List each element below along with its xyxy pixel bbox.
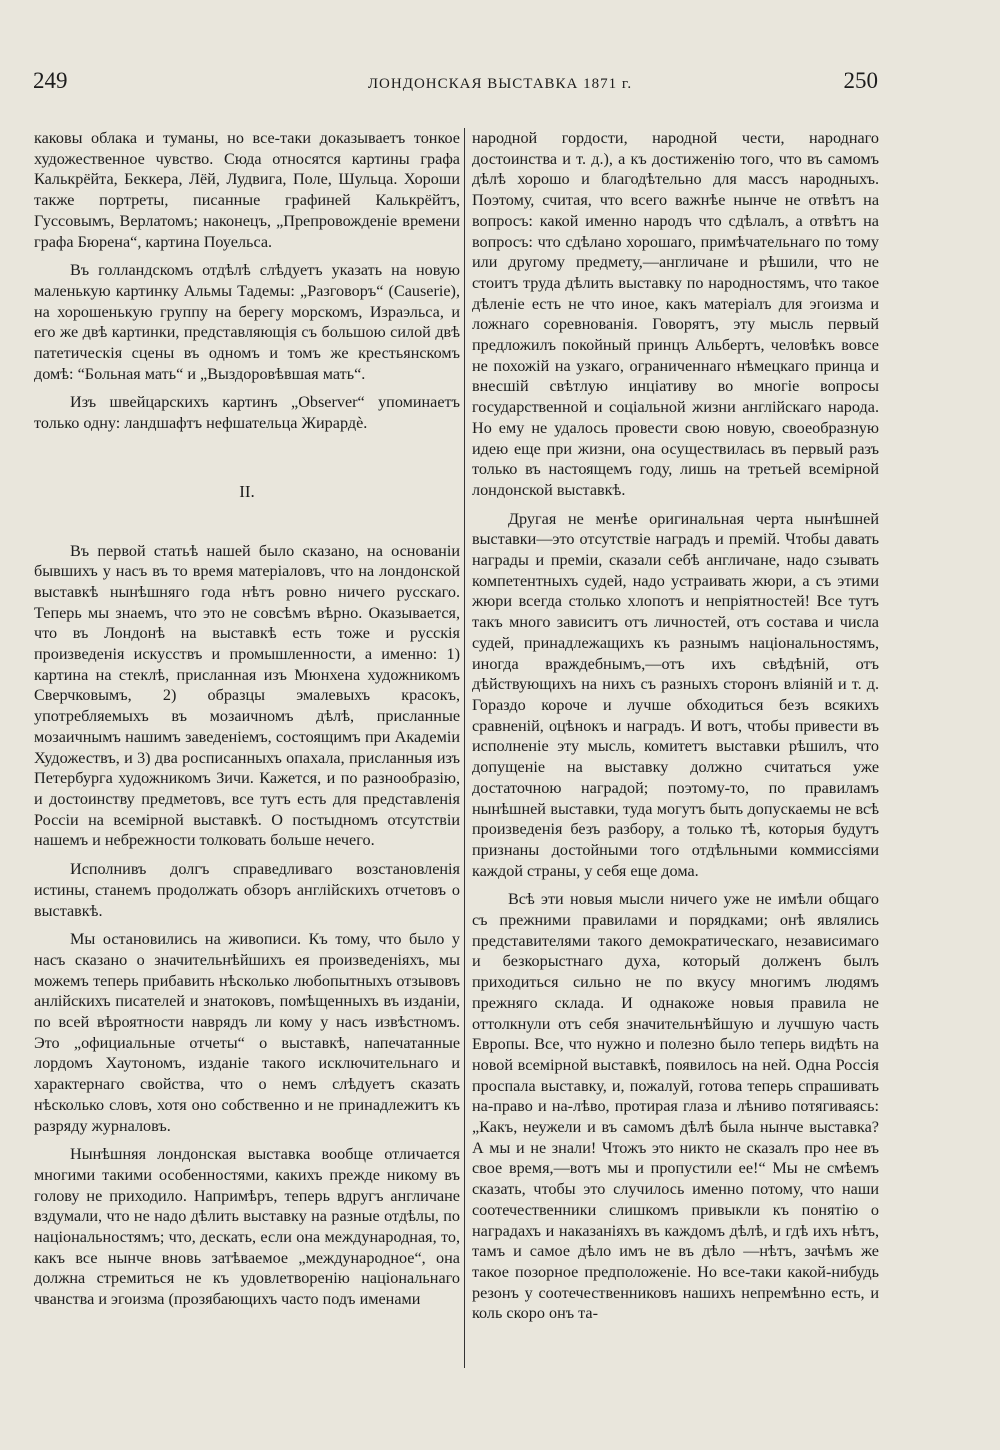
column-divider <box>464 128 465 1368</box>
right-column <box>472 128 879 1324</box>
left-page-number: 249 <box>33 68 68 93</box>
paragraph: Другая не менѣе оригинальная черта нынѣшней выставки—это отсутствіе наградъ и премій. Чтобы давать награды и преміи, сказали себѣ англичане, надо сзывать компетентныхъ судей, надо устраивать жюри, а съ этими жюри всегда столько хлопотъ и непріятностей! Все тутъ такъ много зависитъ отъ личностей, отъ состава и числа судей, принадлежащихъ къ разнымъ національностямъ, иногда враждебнымъ,—отъ ихъ свѣдѣній, отъ дѣйствующихъ на нихъ съ разныхъ сторонъ вліяній и т. д. Гораздо короче и лучше обходиться безъ всякихъ сравненій, оцѣнокъ и наградъ. И вотъ, чтобы привести въ исполненіе эту мысль, комитетъ выставки рѣшилъ, что допущеніе на выставку должно считаться уже достаточною наградой; поэтому-то, по правиламъ нынѣшней выставки, туда могутъ быть допускаемы не всѣ произведенія безъ разбору, а только тѣ, которыя будутъ признаны достойными того отдѣльными коммиссіями каждой страны, у себя еще дома. <box>472 509 879 880</box>
section-heading: II. <box>239 481 255 501</box>
left-column <box>34 128 460 1310</box>
running-title: ЛОНДОНСКАЯ ВЫСТАВКА 1871 г. <box>367 76 633 92</box>
paragraph: Мы остановились на живописи. Къ тому, что было у насъ сказано о значительнѣйшихъ ея произведеніяхъ, мы можемъ теперь прибавить нѣсколько любопытныхъ отзывовъ анлійскихъ писателей и знатоковъ, помѣщенныхъ въ изданіи, по всей вѣроятности наврядъ ли кому у насъ извѣстномъ. Это „официальные отчеты“ о выставкѣ, напечатанные лордомъ Хаутономъ, изданіе такого исключительнаго и характернаго свойства, что о немъ слѣдуетъ сказать нѣсколько словъ, хотя оно собственно и не принадлежитъ къ разряду журналовъ. <box>34 930 460 1135</box>
paragraph: Въ голландскомъ отдѣлѣ слѣдуетъ указать на новую маленькую картинку Альмы Тадемы: „Разговоръ“ (Causerie), на хорошенькую группу на берегу морскомъ, Израэльса, и его же двѣ картинки, представляющія съ большою силой двѣ патетическія сцены въ одномъ и томъ же крестьянскомъ домѣ: “Больная мать“ и „Выздоровѣвшая мать“. <box>34 261 460 383</box>
paragraph: Изъ швейцарскихъ картинъ „Observer“ упоминаетъ только одну: ландшафтъ нефшательца Жирардѐ. <box>34 393 460 433</box>
paragraph: Исполнивъ долгъ справедливаго возстановленія истины, станемъ продолжать обзоръ англійскихъ отчетовъ о выставкѣ. <box>34 860 460 920</box>
paragraph: Нынѣшняя лондонская выставка вообще отличается многими такими особенностями, какихъ прежде никому въ голову не приходило. Напримѣръ, теперь вдругъ англичане вздумали, что не надо дѣлить выставку на разные отдѣлы, по національностямъ; что, дескать, если она международная, то, какъ все нынче вновь затѣваемое „международное“, она должна стремиться не къ удовлетворенію національнаго чванства и эгоизма (прозябающихъ часто подъ именами <box>34 1145 460 1309</box>
paragraph: каковы облака и туманы, но все-таки доказываетъ тонкое художественное чувство. Сюда относятся картины графа Калькрёйта, Беккера, Лёй, Лудвига, Поле, Шульца. Хороши также портреты, писанные графиней Калькрёйтъ, Гуссовымъ, Верлатомъ; наконецъ, „Препровожденіе времени графа Бюрена“, картина Поуельса. <box>34 129 460 251</box>
paragraph: народной гордости, народной чести, народнаго достоинства и т. д.), а къ достиженію того, что въ самомъ дѣлѣ хорошо и благодѣтельно для массъ народныхъ. Поэтому, считая, что всего важнѣе нынче не отвѣтъ на вопросъ: какой именно народъ что сдѣлалъ, а отвѣтъ на вопросъ: что сдѣлано хорошаго, примѣчательнаго по тому или другому предмету,—англичане и рѣшили, что не стоитъ труда дѣлить выставку по народностямъ, что такое дѣленіе есть не что иное, какъ матеріалъ для эгоизма и ложнаго соревнованія. Говорятъ, эту мысль первый предложилъ покойный принцъ Альбертъ, человѣкъ вовсе не похожій на узкаго, ограниченнаго нѣмецкаго принца и внесшій свѣтлую инціативу во многіе вопросы государственной и соціальной жизни англійскаго народа. Но ему не удалось провести свою новую, своеобразную идею еще при жизни, она осуществилась въ первый разъ только въ настоящемъ году, лишь на третьей всемірной лондонской выставкѣ. <box>472 129 879 499</box>
paragraph: Въ первой статьѣ нашей было сказано, на основаніи бывшихъ у насъ въ то время матеріаловъ, что на лондонской выставкѣ нынѣшняго года нѣтъ ровно ничего русскаго. Теперь мы знаемъ, что это не совсѣмъ вѣрно. Оказывается, что въ Лондонѣ на выставкѣ есть тоже и русскія произведенія искусствъ и промышленности, а именно: 1) картина на стеклѣ, присланная изъ Мюнхена художникомъ Сверчковымъ, 2) образцы эмалевыхъ красокъ, употребляемыхъ въ мозаичномъ дѣлѣ, присланные мозаичнымъ нашимъ заведеніемъ, состоящимъ при Академіи Художествъ, и 3) два росписанныхъ опахала, присланныя изъ Петербурга художникомъ Зичи. Кажется, и по разнообразію, и достоинству предметовъ, все тутъ есть для представленія Россіи на всемірной выставкѣ. О постыдномъ отсутствіи нашемъ и небрежности толковать больше нечего. <box>34 541 460 850</box>
paragraph: Всѣ эти новыя мысли ничего уже не имѣли общаго съ прежними правилами и порядками; онѣ являлись представителями такого демократическаго, независимаго и безкорыстнаго духа, который долженъ былъ приходиться сильно не по вкусу многимъ людямъ прежняго склада. И однакоже новыя правила не оттолкнули отъ себя значительнѣйшую и лучшую часть Европы. Все, что нужно и полезно было теперь видѣть на новой всемірной выставкѣ, появилось на ней. Одна Россія проспала выставку, и, пожалуй, готова теперь спрашивать на-право и на-лѣво, протирая глаза и лѣниво потягиваясь: „Какъ, неужели и въ самомъ дѣлѣ была нынче выставка? А мы и не знали! Чтожъ это никто не сказалъ про нее въ свое время,—вотъ мы и пропустили ее!“ Мы не смѣемъ сказать, чтобы это случилось именно потому, что наши соотечественники слишкомъ привыкли къ понятію о наградахъ и наказаніяхъ въ каждомъ дѣлѣ, и гдѣ ихъ нѣтъ, тамъ и самое дѣло имъ не въ дѣло —нѣтъ, зачѣмъ же такое позорное предположеніе. Но все-таки какой-нибудь резонъ у соотечественниковъ нашихъ непремѣнно есть, и коль скоро онъ та- <box>472 890 879 1323</box>
running-header <box>0 68 1000 102</box>
right-page-number: 250 <box>843 68 878 93</box>
